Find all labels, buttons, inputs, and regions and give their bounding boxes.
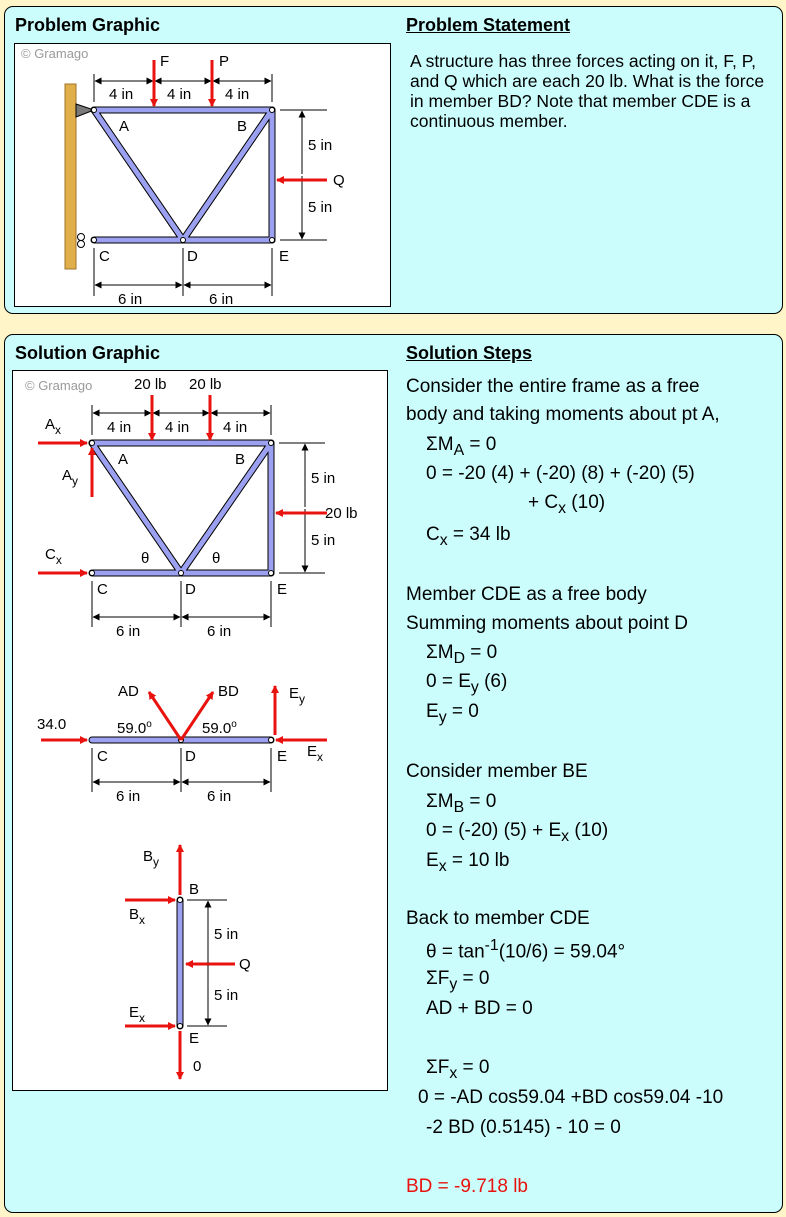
copyright-text: © Gramago: [21, 46, 89, 61]
dim-6in-1: 6 in: [118, 291, 143, 306]
step-line-8: Summing moments about point D: [406, 613, 688, 634]
fbd1-dim-4in-2: 4 in: [165, 419, 190, 436]
fbd2-node-e: E: [277, 748, 288, 765]
step-line-2: body and taking moments about pt A,: [406, 404, 720, 425]
step-line-1: Consider the entire frame as a free: [406, 376, 700, 397]
step-line-21: 0 = -AD cos59.04 +BD cos59.04 -10: [418, 1087, 724, 1108]
dim-5in-2: 5 in: [308, 199, 333, 216]
fbd2-node-c: C: [97, 748, 108, 765]
step-line-11: $E_y = 0$: [426, 701, 479, 726]
step-line-3: $\Sigma M_A = 0$: [426, 434, 497, 459]
label-p: P: [219, 53, 230, 70]
node-label-c: C: [99, 248, 110, 265]
fbd1-node-a: A: [118, 451, 129, 468]
force-ex2-label: $E_x$: [129, 1004, 146, 1025]
solution-diagram: [13, 371, 387, 1090]
theta-left: θ: [141, 550, 150, 567]
step-line-15: $E_x = 10$ lb: [426, 850, 510, 875]
step-line-13: $\Sigma M_B = 0$: [426, 791, 497, 816]
step-line-9: $\Sigma M_D = 0$: [426, 642, 498, 667]
label-q: Q: [333, 172, 345, 189]
fbd3-node-e: E: [189, 1030, 200, 1047]
step-line-19: AD + BD = 0: [426, 998, 533, 1019]
step-line-22: -2 BD (0.5145) - 10 = 0: [426, 1117, 621, 1138]
fbd1-dim-5in-2: 5 in: [311, 532, 336, 549]
node-label-d: D: [187, 248, 198, 265]
wall: [65, 84, 76, 269]
theta-right: θ: [212, 550, 221, 567]
fbd1-node-e: E: [277, 581, 288, 598]
fbd3-dim-5in-1: 5 in: [214, 926, 239, 943]
force-ad-arrow: [149, 692, 181, 740]
step-line-14: 0 = (-20) $(5) + E_x$ (10): [426, 820, 609, 845]
angle-label-left: 59.0$^o$: [117, 719, 152, 737]
problem-graphic-title: Problem Graphic: [15, 15, 161, 35]
fbd3-force-q-label: Q: [239, 956, 251, 973]
step-line-10: $0 = E_y$ (6): [426, 671, 508, 696]
member-ad: [94, 110, 183, 240]
step-line-20: $\Sigma F_x = 0$: [426, 1057, 490, 1082]
fbd1-node-c: C: [97, 581, 108, 598]
dim-4in-2: 4 in: [167, 86, 192, 103]
problem-statement-title: Problem Statement: [406, 15, 571, 35]
dim-5in-1: 5 in: [308, 137, 333, 154]
step-line-5: + $C_x$ (10): [528, 492, 606, 517]
step-line-6: $C_x = 34$ lb: [426, 524, 511, 549]
roller-support-c: [78, 234, 85, 241]
fbd3-dim-5in-2: 5 in: [214, 987, 239, 1004]
fbd1-dim-5in-1: 5 in: [311, 470, 336, 487]
problem-graphic: [14, 43, 391, 307]
force-ex-label: $E_x$: [307, 743, 324, 764]
node-label-a: A: [119, 118, 130, 135]
problem-diagram: [15, 44, 390, 306]
fbd1-member-bd: [181, 443, 271, 573]
reaction-ay-label: $A_y$: [62, 467, 79, 488]
fbd1-dim-6in-2: 6 in: [207, 623, 232, 640]
answer-text: BD = -9.718 lb: [406, 1176, 528, 1197]
fbd1-load-2-label: 20 lb: [189, 376, 222, 393]
step-line-18: $\Sigma F_y = 0$: [426, 968, 490, 993]
fbd2-node-d: D: [185, 748, 196, 765]
solution-graphic: [12, 370, 388, 1091]
fbd1-load-1-label: 20 lb: [134, 376, 167, 393]
label-f: F: [160, 53, 170, 70]
fbd1-dim-4in-3: 4 in: [223, 419, 248, 436]
fbd2-force-c-label: 34.0: [37, 716, 67, 733]
force-bd-label: BD: [218, 683, 239, 700]
node-label-b: B: [237, 118, 248, 135]
reaction-ax-label: $A_x$: [45, 416, 62, 437]
step-line-12: Consider member BE: [406, 761, 588, 782]
fbd1-member-ad: [92, 443, 181, 573]
force-e-zero-label: 0: [193, 1058, 202, 1075]
fbd1-dim-4in-1: 4 in: [107, 419, 132, 436]
fbd1-load-3-label: 20 lb: [325, 505, 358, 522]
problem-panel: [4, 6, 783, 314]
fbd1-node-b: B: [235, 451, 246, 468]
dim-4in-1: 4 in: [109, 86, 134, 103]
fbd3-node-b: B: [189, 881, 200, 898]
force-ey-label: $E_y$: [289, 685, 306, 706]
force-by-label: $B_y$: [143, 848, 160, 869]
step-line-17: $\theta = \tan^{-1}(10/6) = 59.04^\circ$: [426, 937, 626, 963]
solution-steps-title: Solution Steps: [406, 343, 532, 363]
node-label-e: E: [279, 248, 290, 265]
reaction-cx-label: $C_x$: [45, 546, 62, 567]
angle-label-right: 59.0$^o$: [202, 719, 237, 737]
dim-4in-3: 4 in: [225, 86, 250, 103]
solution-graphic-title: Solution Graphic: [15, 343, 161, 363]
force-bx-label: $B_x$: [129, 906, 146, 927]
problem-statement-text: A structure has three forces acting on it, F, P, and Q which are each 20 lb. What is the force in member BD? Note that member CDE is a continuous member.: [410, 51, 765, 131]
copyright-text: © Gramago: [25, 378, 93, 393]
step-line-16: Back to member CDE: [406, 908, 590, 929]
step-line-4: 0 = -20 (4) + (-20) (8) + (-20) (5): [426, 463, 695, 484]
force-ad-label: AD: [118, 683, 139, 700]
step-line-7: Member CDE as a free body: [406, 584, 647, 605]
member-bd: [183, 110, 272, 240]
fbd1-node-d: D: [185, 581, 196, 598]
fbd2-dim-6in-1: 6 in: [116, 788, 141, 805]
fbd1-dim-6in-1: 6 in: [116, 623, 141, 640]
fbd2-dim-6in-2: 6 in: [207, 788, 232, 805]
dim-6in-2: 6 in: [209, 291, 234, 306]
